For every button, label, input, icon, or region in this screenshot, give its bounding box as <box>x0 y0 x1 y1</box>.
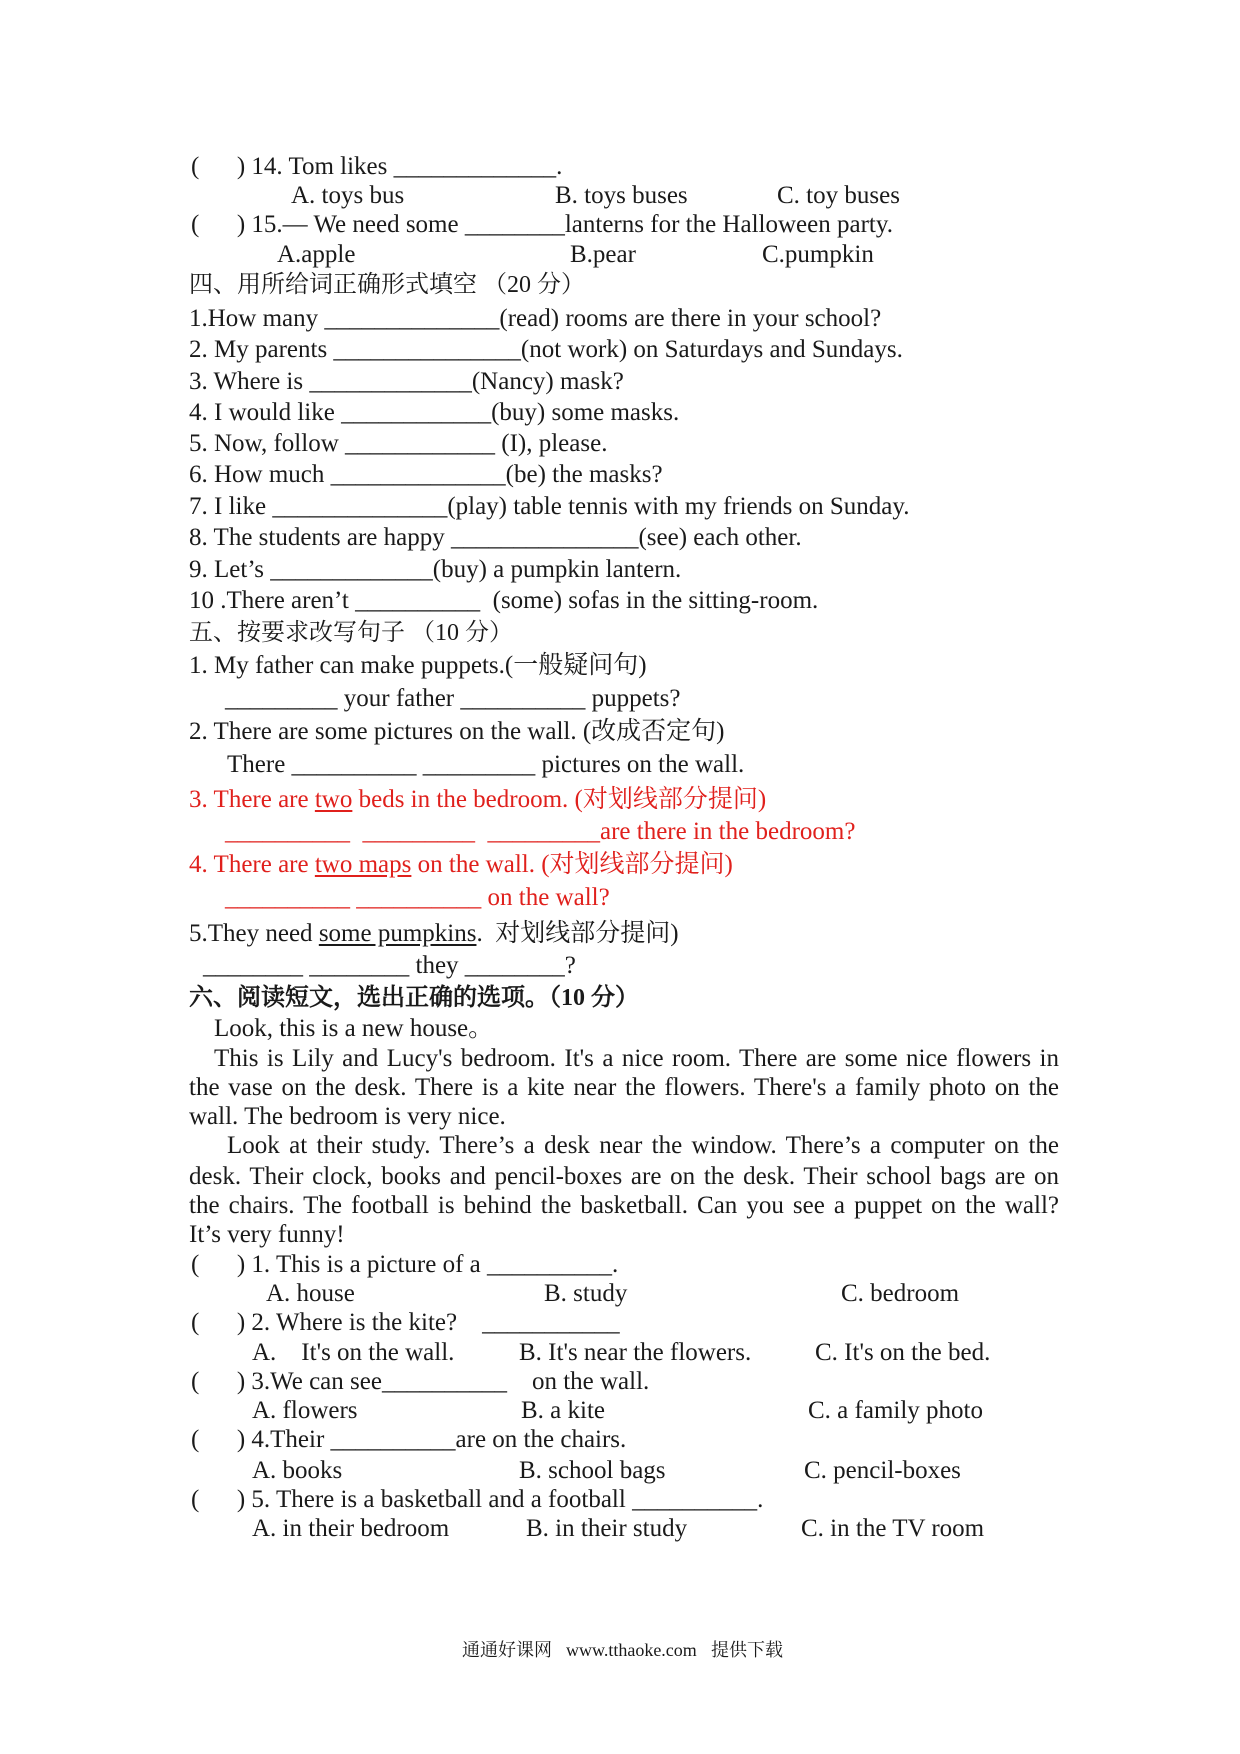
fill-in-item-8: 8. The students are happy _______________(see) each other. <box>189 524 802 551</box>
fill-in-item-4: 4. I would like ____________(buy) some masks. <box>189 399 680 426</box>
question-14: ( ) 14. Tom likes _____________. <box>191 153 563 180</box>
prompt-text: . 对划线部分提问) <box>476 920 679 947</box>
passage-paragraph-2-line: the chairs. The football is behind the basketball. Can you see a puppet on the wall? <box>189 1192 1059 1219</box>
rewrite-item-1-prompt: 1. My father can make puppets.(一般疑问句) <box>189 652 647 679</box>
reading-q1-option-b: B. study <box>544 1280 628 1307</box>
passage-paragraph-1-line: the vase on the desk. There is a kite near the flowers. There's a family photo on the <box>189 1074 1059 1101</box>
underlined-word: some pumpkins <box>318 920 477 947</box>
fill-in-item-10: 10 .There aren’t __________ (some) sofas in the sitting-room. <box>189 587 819 614</box>
fill-in-item-3: 3. Where is _____________(Nancy) mask? <box>189 368 624 395</box>
prompt-text: on the wall. (对划线部分提问) <box>411 851 733 878</box>
reading-q1-option-a: A. house <box>266 1280 355 1307</box>
rewrite-section-heading: 五、按要求改写句子 （10 分） <box>189 620 513 646</box>
rewrite-item-5-answer-line: ________ ________ they ________? <box>203 952 576 979</box>
reading-q4-option-b: B. school bags <box>519 1457 666 1484</box>
fill-in-item-6: 6. How much ______________(be) the masks? <box>189 461 663 488</box>
reading-question-2: ( ) 2. Where is the kite? ___________ <box>191 1309 620 1336</box>
underlined-word: two <box>314 786 353 813</box>
underlined-word: two maps <box>314 851 412 878</box>
fill-in-item-1: 1.How many ______________(read) rooms are there in your school? <box>189 305 882 332</box>
passage-paragraph-2-line: Look at their study. There’s a desk near the window. There’s a computer on the <box>227 1132 1059 1159</box>
rewrite-item-1-answer-line: _________ your father __________ puppets? <box>225 685 681 712</box>
reading-q5-option-b: B. in their study <box>526 1515 688 1542</box>
prompt-text: 5.They need <box>189 920 319 947</box>
q15-option-a: A.apple <box>277 241 356 268</box>
reading-q4-option-a: A. books <box>252 1457 343 1484</box>
reading-q3-option-c: C. a family photo <box>808 1397 983 1424</box>
prompt-text: beds in the bedroom. (对划线部分提问) <box>352 786 767 813</box>
reading-intro: Look, this is a new house。 <box>214 1015 494 1042</box>
fill-in-item-2: 2. My parents _______________(not work) on Saturdays and Sundays. <box>189 336 903 363</box>
fill-in-section-heading: 四、用所给词正确形式填空 （20 分） <box>189 272 585 298</box>
q14-option-c: C. toy buses <box>777 182 900 209</box>
question-15: ( ) 15.— We need some ________lanterns for the Halloween party. <box>191 211 893 238</box>
rewrite-item-5-prompt <box>189 919 679 949</box>
passage-paragraph-2-line: It’s very funny! <box>189 1221 345 1248</box>
rewrite-item-4-prompt <box>189 850 733 880</box>
reading-q5-option-c: C. in the TV room <box>801 1515 985 1542</box>
rewrite-item-2-prompt: 2. There are some pictures on the wall. (改成否定句) <box>189 718 725 745</box>
footer-site-name: 通通好课网 <box>462 1640 552 1660</box>
passage-paragraph-1-line: This is Lily and Lucy's bedroom. It's a nice room. There are some nice flowers in <box>214 1045 1059 1072</box>
fill-in-item-9: 9. Let’s _____________(buy) a pumpkin lantern. <box>189 556 682 583</box>
reading-q3-option-b: B. a kite <box>521 1397 606 1424</box>
reading-question-3: ( ) 3.We can see__________ on the wall. <box>191 1368 650 1395</box>
rewrite-item-4-answer-line: __________ __________ on the wall? <box>225 884 610 911</box>
q14-option-b: B. toys buses <box>555 182 688 209</box>
reading-q2-option-c: C. It's on the bed. <box>815 1339 991 1366</box>
rewrite-item-2-answer-line: There __________ _________ pictures on the wall. <box>227 751 745 778</box>
reading-question-5: ( ) 5. There is a basketball and a football __________. <box>191 1486 764 1513</box>
rewrite-item-3-answer-line: __________ _________ _________are there in the bedroom? <box>225 818 856 845</box>
passage-paragraph-2-line: desk. Their clock, books and pencil-boxes are on the desk. Their school bags are on <box>189 1163 1059 1190</box>
reading-section-heading: 六、阅读短文，选出正确的选项。（10 分） <box>189 985 639 1011</box>
reading-q2-option-b: B. It's near the flowers. <box>519 1339 752 1366</box>
reading-q1-option-c: C. bedroom <box>841 1280 960 1307</box>
reading-q4-option-c: C. pencil-boxes <box>804 1457 961 1484</box>
prompt-text: 3. There are <box>189 786 315 813</box>
passage-paragraph-1-line: wall. The bedroom is very nice. <box>189 1103 506 1130</box>
reading-question-4: ( ) 4.Their __________are on the chairs. <box>191 1426 627 1453</box>
fill-in-item-7: 7. I like ______________(play) table tennis with my friends on Sunday. <box>189 493 910 520</box>
fill-in-item-5: 5. Now, follow ____________ (I), please. <box>189 430 608 457</box>
q14-option-a: A. toys bus <box>291 182 405 209</box>
footer-note: 提供下载 <box>711 1640 783 1660</box>
q15-option-b: B.pear <box>570 241 636 268</box>
prompt-text: 4. There are <box>189 851 315 878</box>
reading-q3-option-a: A. flowers <box>252 1397 358 1424</box>
q15-option-c: C.pumpkin <box>762 241 874 268</box>
reading-q5-option-a: A. in their bedroom <box>252 1515 450 1542</box>
reading-q2-option-a: A. It's on the wall. <box>252 1339 455 1366</box>
footer-url: www.tthaoke.com <box>566 1640 697 1660</box>
rewrite-item-3-prompt <box>189 785 766 815</box>
reading-question-1: ( ) 1. This is a picture of a __________. <box>191 1251 619 1278</box>
